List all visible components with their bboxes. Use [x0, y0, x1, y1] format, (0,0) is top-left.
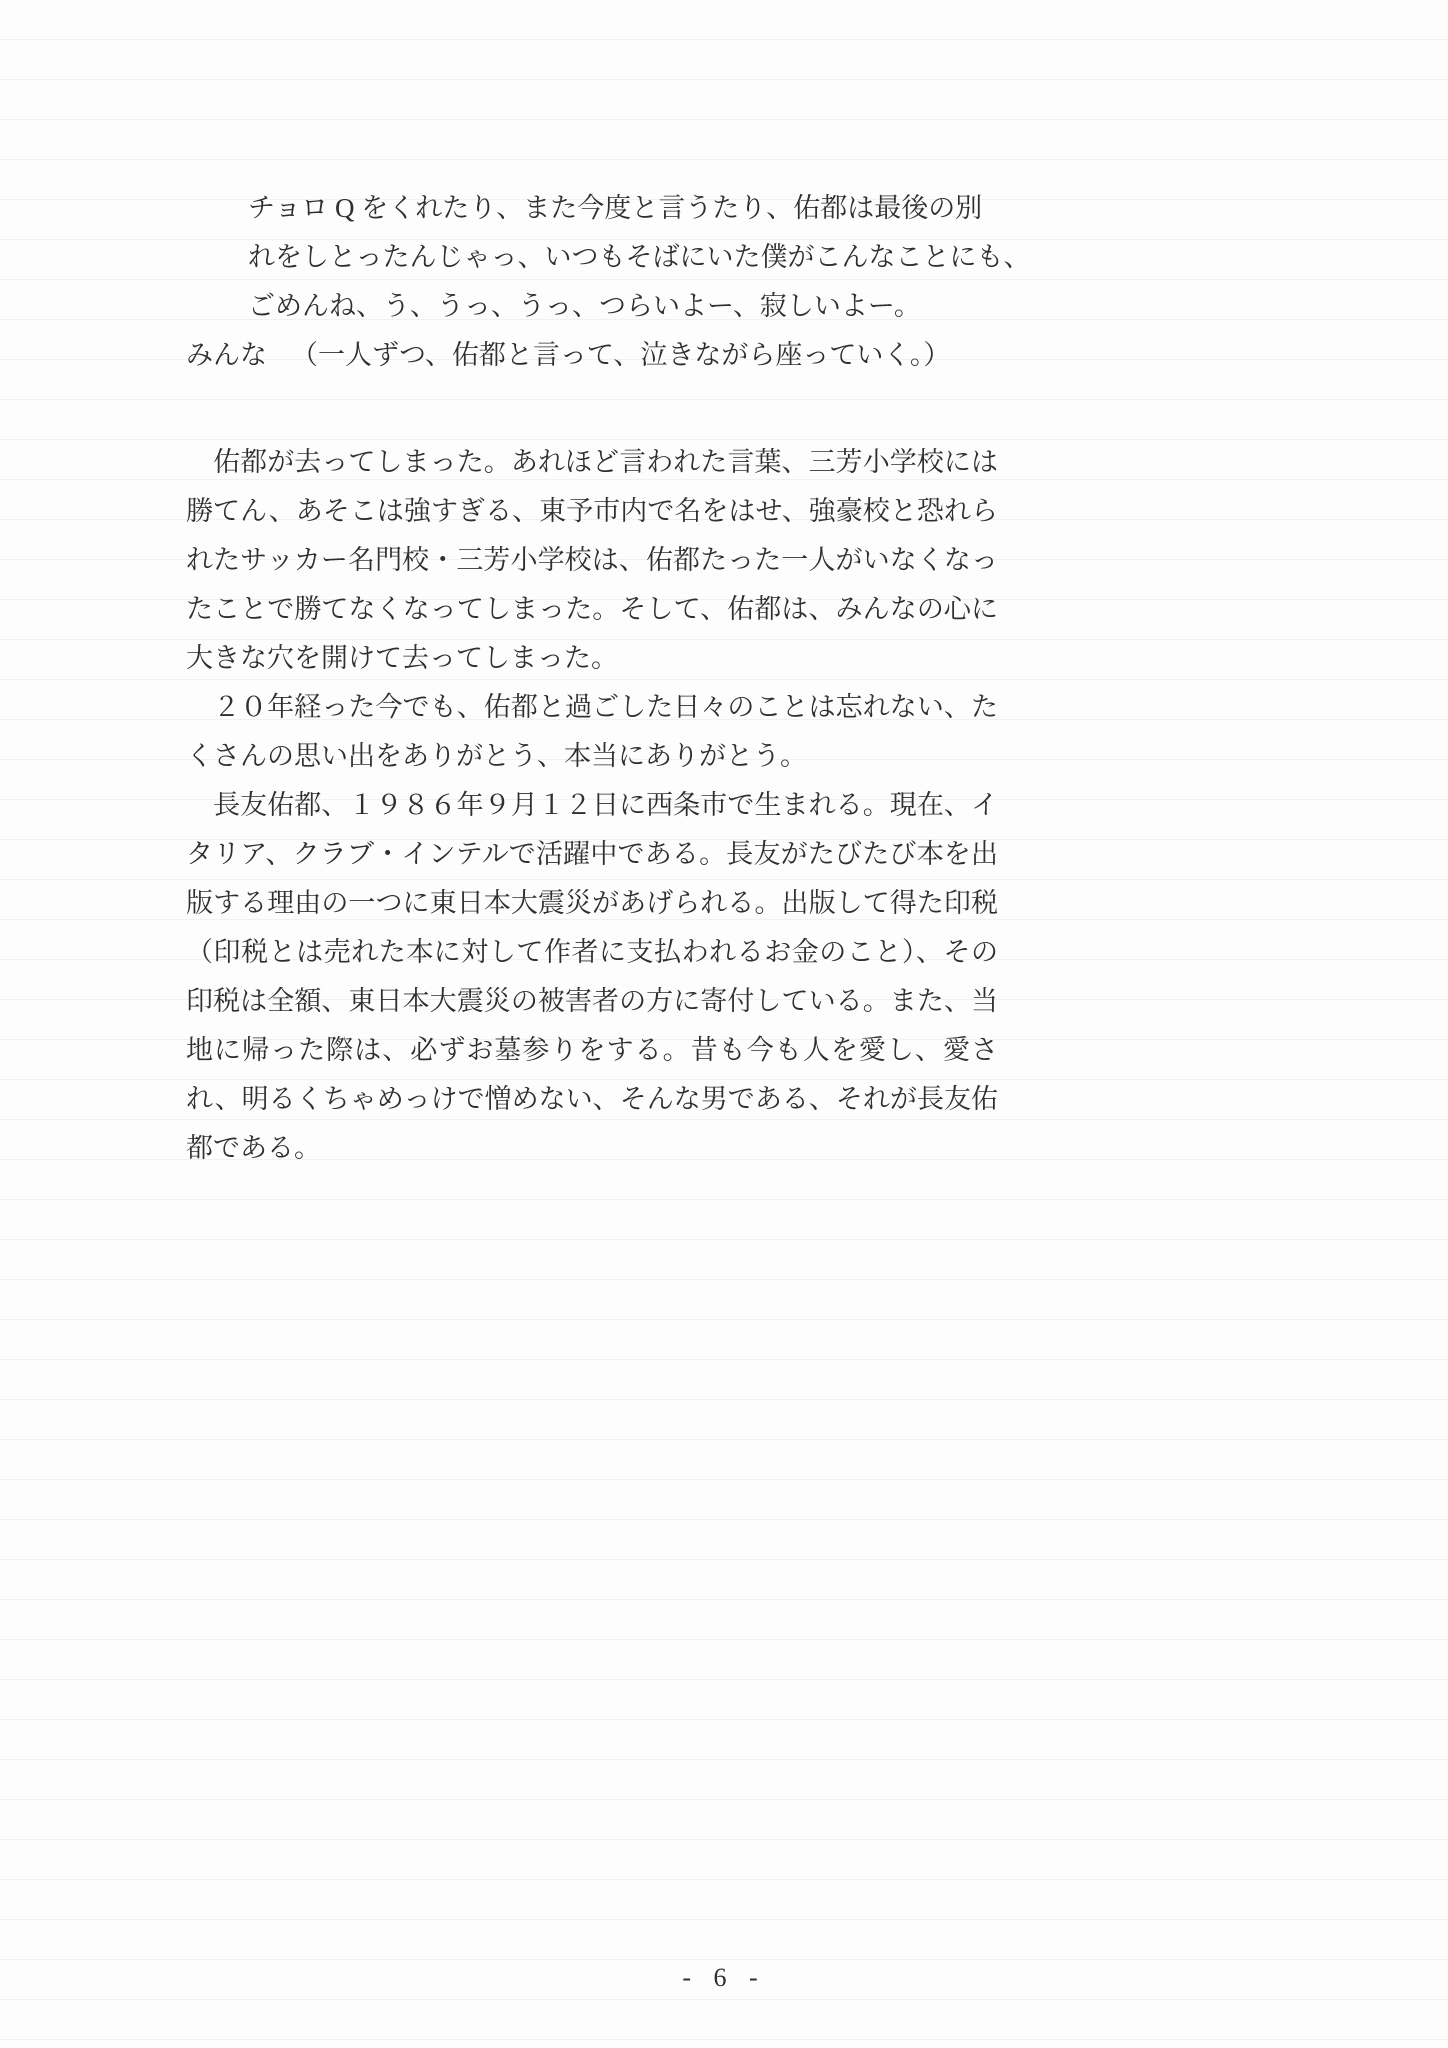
- dialogue-block: [186, 184, 1031, 331]
- page-number: - 6 -: [682, 1963, 766, 1992]
- speaker-name: みんな: [186, 340, 267, 370]
- speaker-line: [186, 331, 998, 380]
- text-column: [186, 184, 1031, 1173]
- dialogue-line: れをしとったんじゃっ、いつもそばにいた僕がこんなことにも、: [248, 242, 1031, 272]
- story-paragraph: 長友佑都、１９８６年９月１２日に西条市で生まれる。現在、イタリア、クラブ・インテルで活躍中である。長友がたびたび本を出版する理由の一つに東日本大震災があげられる。出版して得た印税（印税とは売れた本に対して作者に支払われるお金のこと）、その印税は全額、東日本大震災の被害者の方に寄付している。また、当地に帰った際は、必ずお墓参りをする。昔も今も人を愛し、愛され、明るくちゃめっけで憎めない、そんな男である、それが長友佑都である。: [186, 790, 998, 1163]
- story-paragraph: ２０年経った今でも、佑都と過ごした日々のことは忘れない、たくさんの思い出をありがとう、本当にありがとう。: [186, 692, 998, 771]
- dialogue-line: チョロ Q をくれたり、また今度と言うたり、佑都は最後の別: [248, 193, 983, 223]
- stage-direction: （一人ずつ、佑都と言って、泣きながら座っていく。）: [291, 340, 951, 370]
- story-body: [186, 438, 998, 1173]
- dialogue-line: ごめんね、う、うっ、うっ、つらいよー、寂しいよー。: [248, 291, 921, 321]
- story-paragraph: 佑都が去ってしまった。あれほど言われた言葉、三芳小学校には勝てん、あそこは強すぎる、東予市内で名をはせ、強豪校と恐れられたサッカー名門校・三芳小学校は、佑都たった一人がいなくなったことで勝てなくなってしまった。そして、佑都は、みんなの心に大きな穴を開けて去ってしまった。: [186, 447, 998, 673]
